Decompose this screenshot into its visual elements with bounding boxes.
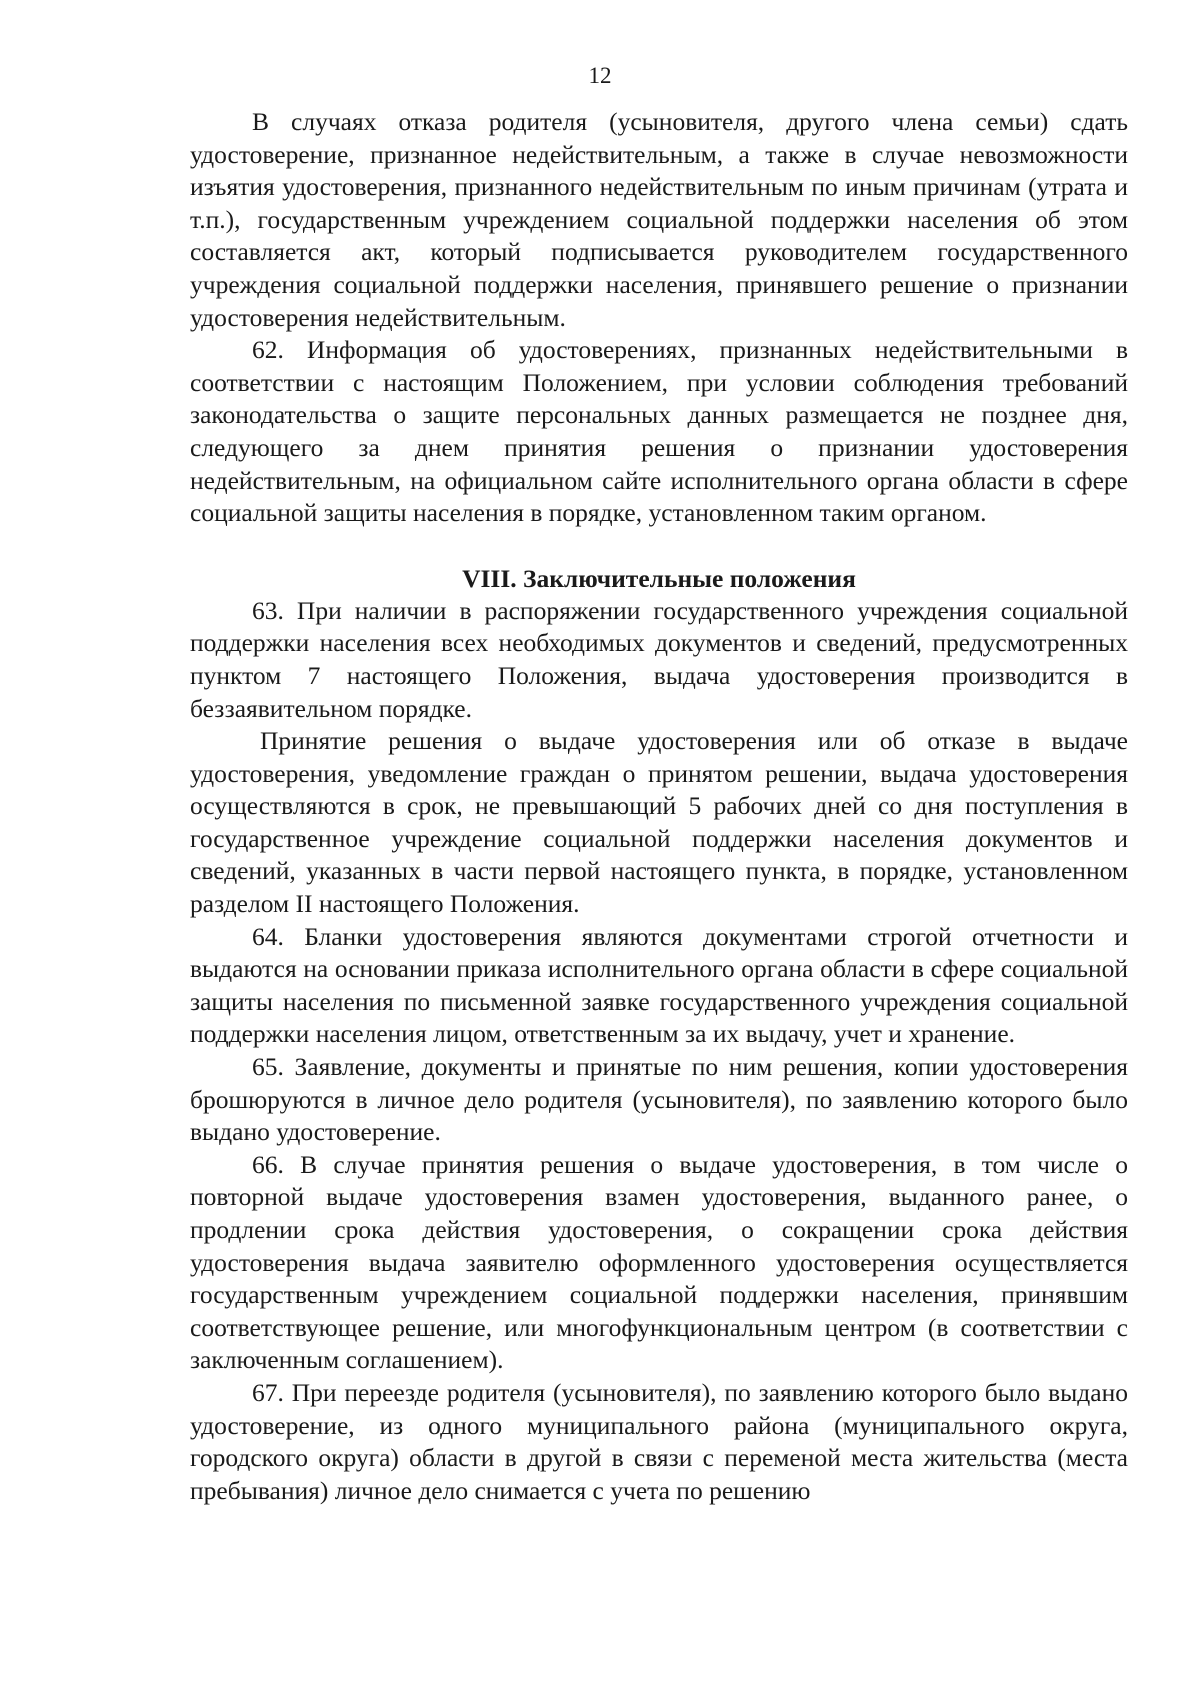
paragraph-63-part-two: Принятие решения о выдаче удостоверения или об отказе в выдаче удостоверения, уведомление граждан о принятом решении, выдача удостоверения осуществляются в срок, не превышающий 5 рабочих дней со дня поступления в государственное учреждение социальной поддержки населения документов и сведений, указанных в части первой настоящего пункта, в порядке, установленном разделом II настоящего Положения. <box>190 726 1128 919</box>
paragraph-64: 64. Бланки удостоверения являются документами строгой отчетности и выдаются на основании приказа исполнительного органа области в сфере социальной защиты населения по письменной заявке государственного учреждения социальной поддержки населения лицом, ответственным за их выдачу, учет и хранение. <box>190 921 1128 1049</box>
section-heading-viii: VIII. Заключительные положения <box>462 563 856 593</box>
paragraph-62: 62. Информация об удостоверениях, признанных недействительными в соответствии с настоящим Положением, при условии соблюдения требований законодательства о защите персональных данных размещается не позднее дня, следующего за днем принятия решения о признании удостоверения недействительным, на официальном сайте исполнительного органа области в сфере социальной защиты населения в порядке, установленном таким органом. <box>190 335 1128 528</box>
document-body <box>190 106 1128 1507</box>
paragraph-63: 63. При наличии в распоряжении государственного учреждения социальной поддержки населения всех необходимых документов и сведений, предусмотренных пунктом 7 настоящего Положения, выдача удостоверения производится в беззаявительном порядке. <box>190 595 1128 723</box>
paragraph-66: 66. В случае принятия решения о выдаче удостоверения, в том числе о повторной выдаче удостоверения взамен удостоверения, выданного ранее, о продлении срока действия удостоверения, о сокращении срока действия удостоверения выдача заявителю оформленного удостоверения осуществляется государственным учреждением социальной поддержки населения, принявшим соответствующее решение, или многофункциональным центром (в соответствии с заключенным соглашением). <box>190 1149 1128 1375</box>
paragraph-61-continuation: В случаях отказа родителя (усыновителя, другого члена семьи) сдать удостоверение, признанное недействительным, а также в случае невозможности изъятия удостоверения, признанного недействительным по иным причинам (утрата и т.п.), государственным учреждением социальной поддержки населения об этом составляется акт, который подписывается руководителем государственного учреждения социальной поддержки населения, принявшего решение о признании удостоверения недействительным. <box>190 107 1128 332</box>
page-number: 12 <box>588 63 612 88</box>
paragraph-67: 67. При переезде родителя (усыновителя), по заявлению которого было выдано удостоверение, из одного муниципального района (муниципального округа, городского округа) области в другой в связи с переменой места жительства (места пребывания) личное дело снимается с учета по решению <box>190 1377 1128 1505</box>
paragraph-65: 65. Заявление, документы и принятые по ним решения, копии удостоверения брошюруются в личное дело родителя (усыновителя), по заявлению которого было выдано удостоверение. <box>190 1052 1128 1147</box>
